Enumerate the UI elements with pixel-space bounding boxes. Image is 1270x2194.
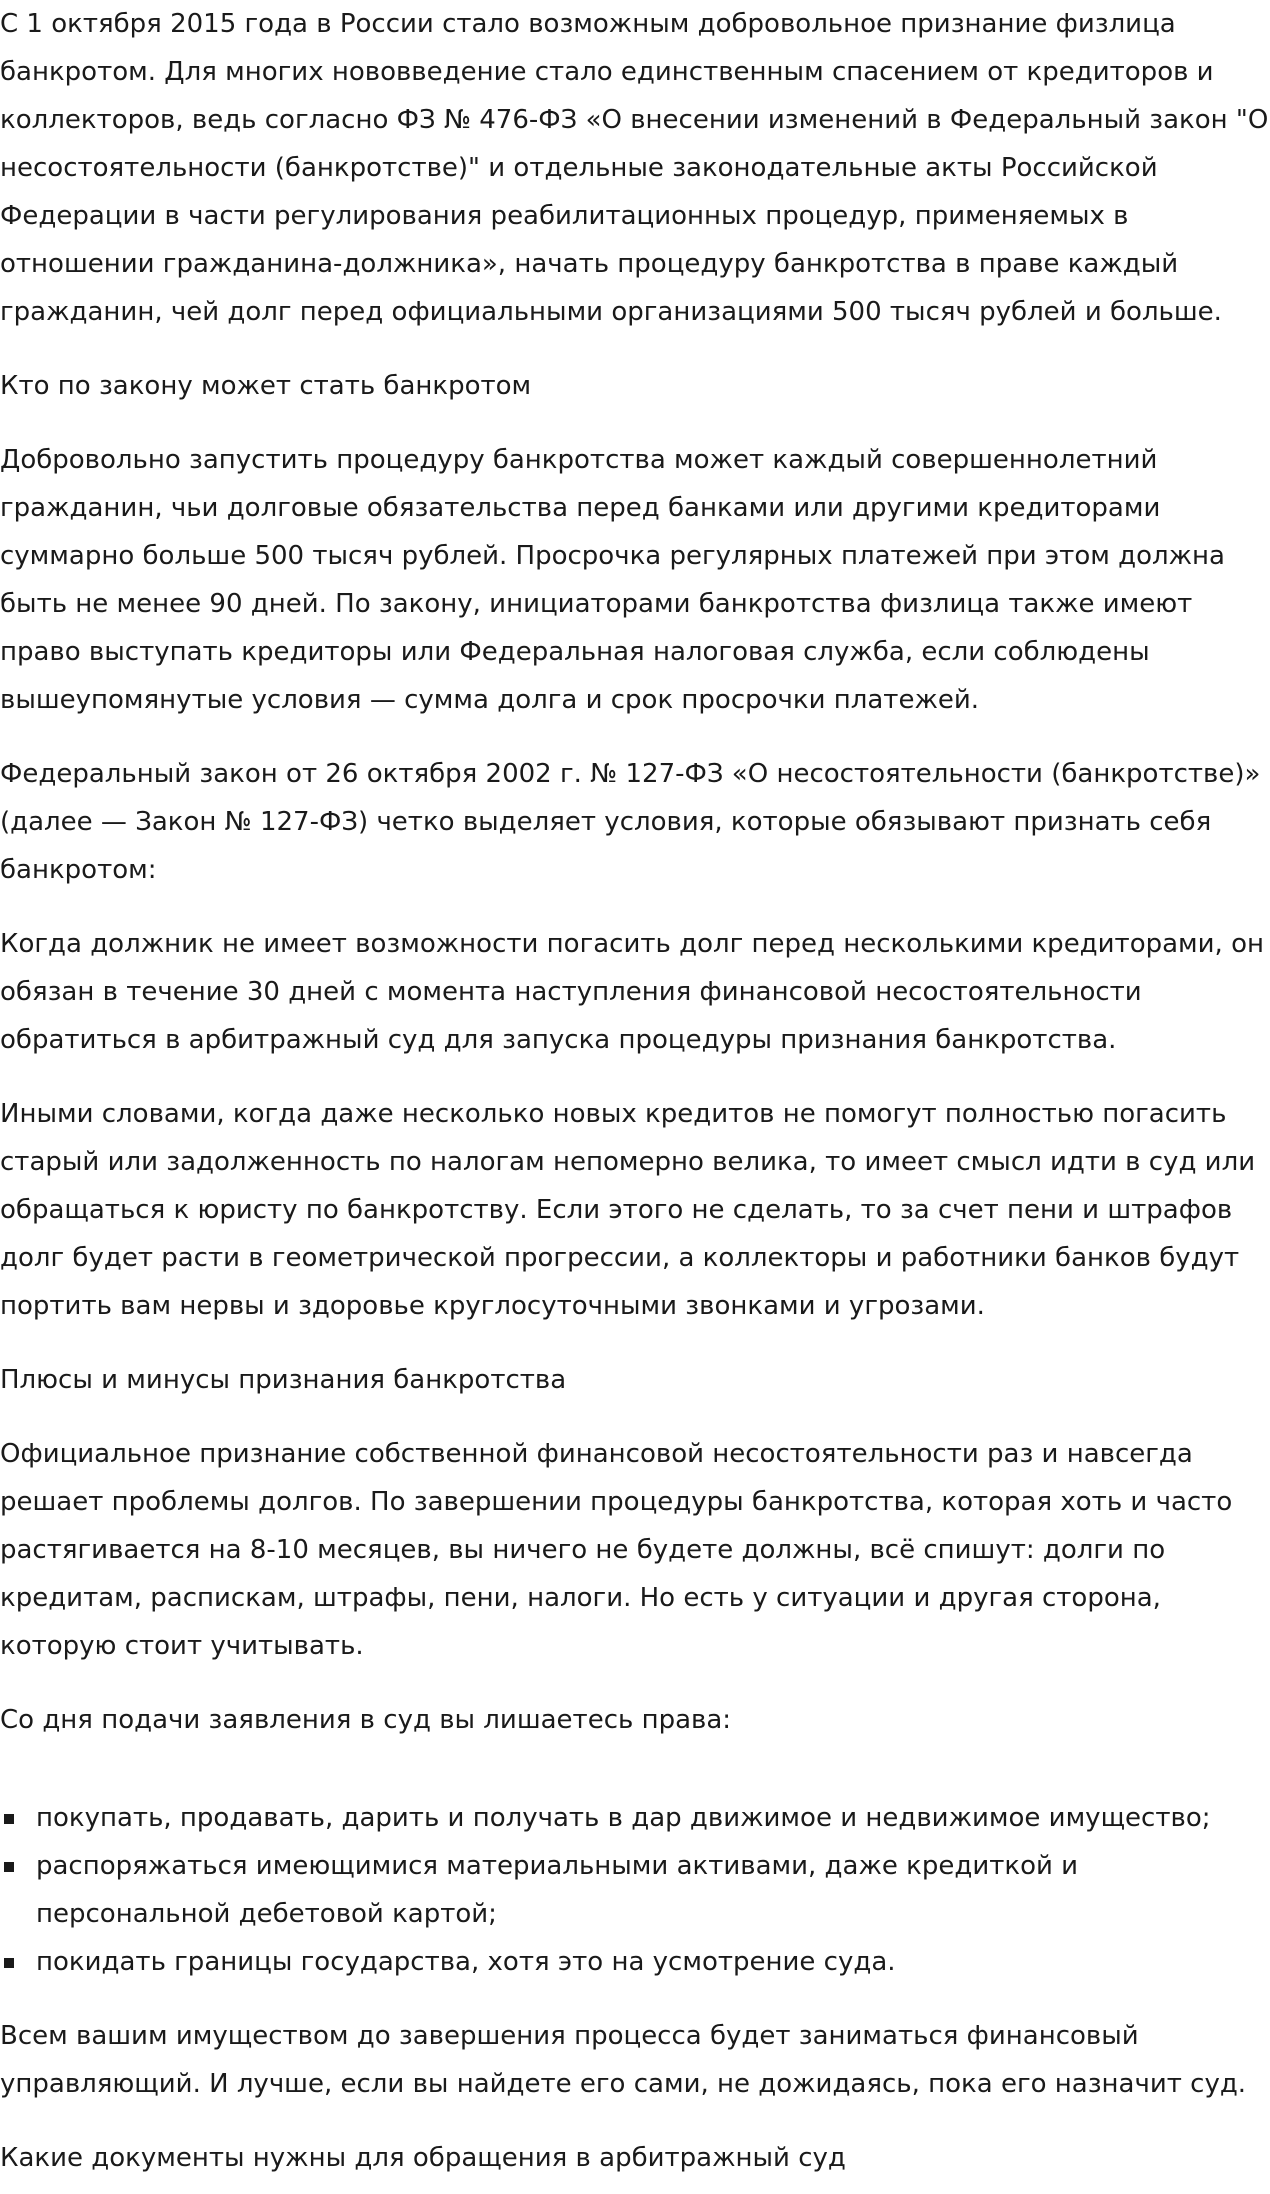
- list-item: [0, 1938, 1270, 1986]
- who-paragraph: Добровольно запустить процедуру банкротства может каждый совершеннолетний гражданин, чьи долговые обязательства перед банками или другими кредиторами суммарно больше 500 тысяч рублей. Просрочка регулярных платежей при этом должна быть не менее 90 дней. По закону, инициаторами банкротства физлица также имеют право выступать кредиторы или Федеральная налоговая служба, если соблюдены вышеупомянутые условия — сумма долга и срок просрочки платежей.: [0, 445, 1225, 715]
- rights-intro-paragraph: Со дня подачи заявления в суд вы лишаетесь права:: [0, 1705, 732, 1735]
- list-item: [0, 1794, 1270, 1842]
- list-item: [0, 1842, 1270, 1938]
- when-paragraph: Когда должник не имеет возможности погасить долг перед несколькими кредиторами, он обязан в течение 30 дней с момента наступления финансовой несостоятельности обратиться в арбитражный суд для запуска процедуры признания банкротства.: [0, 929, 1264, 1055]
- square-bullet-icon: [4, 1958, 14, 1968]
- list-item-text: покидать границы государства, хотя это на усмотрение суда.: [36, 1947, 896, 1977]
- in-other-words-paragraph: Иными словами, когда даже несколько новых кредитов не помогут полностью погасить старый или задолженность по налогам непомерно велика, то имеет смысл идти в суд или обращаться к юристу по банкротству. Если этого не сделать, то за счет пени и штрафов долг будет расти в геометрической прогрессии, а коллекторы и работники банков будут портить вам нервы и здоровье круглосуточными звонками и угрозами.: [0, 1099, 1256, 1321]
- law-paragraph: Федеральный закон от 26 октября 2002 г. № 127-ФЗ «О несостоятельности (банкротстве)» (далее — Закон № 127-ФЗ) четко выделяет условия, которые обязывают признать себя банкротом:: [0, 759, 1261, 885]
- section-heading-pros-cons: Плюсы и минусы признания банкротства: [0, 1365, 567, 1395]
- square-bullet-icon: [4, 1814, 14, 1824]
- rights-list: [0, 1770, 1270, 1986]
- intro-paragraph: С 1 октября 2015 года в России стало возможным добровольное признание физлица банкротом. Для многих нововведение стало единственным спасением от кредиторов и коллекторов, ведь согласно ФЗ № 476-ФЗ «О внесении изменений в Федеральный закон "О несостоятельности (банкротстве)" и отдельные законодательные акты Российской Федерации в части регулирования реабилитационных процедур, применяемых в отношении гражданина-должника», начать процедуру банкротства в праве каждый гражданин, чей долг перед официальными организациями 500 тысяч рублей и больше.: [0, 9, 1269, 327]
- section-heading-documents: Какие документы нужны для обращения в арбитражный суд: [0, 2143, 846, 2173]
- property-paragraph: Всем вашим имуществом до завершения процесса будет заниматься финансовый управляющий. И лучше, если вы найдете его сами, не дожидаясь, пока его назначит суд.: [0, 2021, 1247, 2099]
- official-recognition-paragraph: Официальное признание собственной финансовой несостоятельности раз и навсегда решает проблемы долгов. По завершении процедуры банкротства, которая хоть и часто растягивается на 8-10 месяцев, вы ничего не будете должны, всё спишут: долги по кредитам, распискам, штрафы, пени, налоги. Но есть у ситуации и другая сторона, которую стоит учитывать.: [0, 1439, 1233, 1661]
- square-bullet-icon: [4, 1862, 14, 1872]
- list-item-text: распоряжаться имеющимися материальными активами, даже кредиткой и персональной дебетовой картой;: [36, 1851, 1079, 1929]
- section-heading-who: Кто по закону может стать банкротом: [0, 371, 532, 401]
- list-item-text: покупать, продавать, дарить и получать в дар движимое и недвижимое имущество;: [36, 1803, 1211, 1833]
